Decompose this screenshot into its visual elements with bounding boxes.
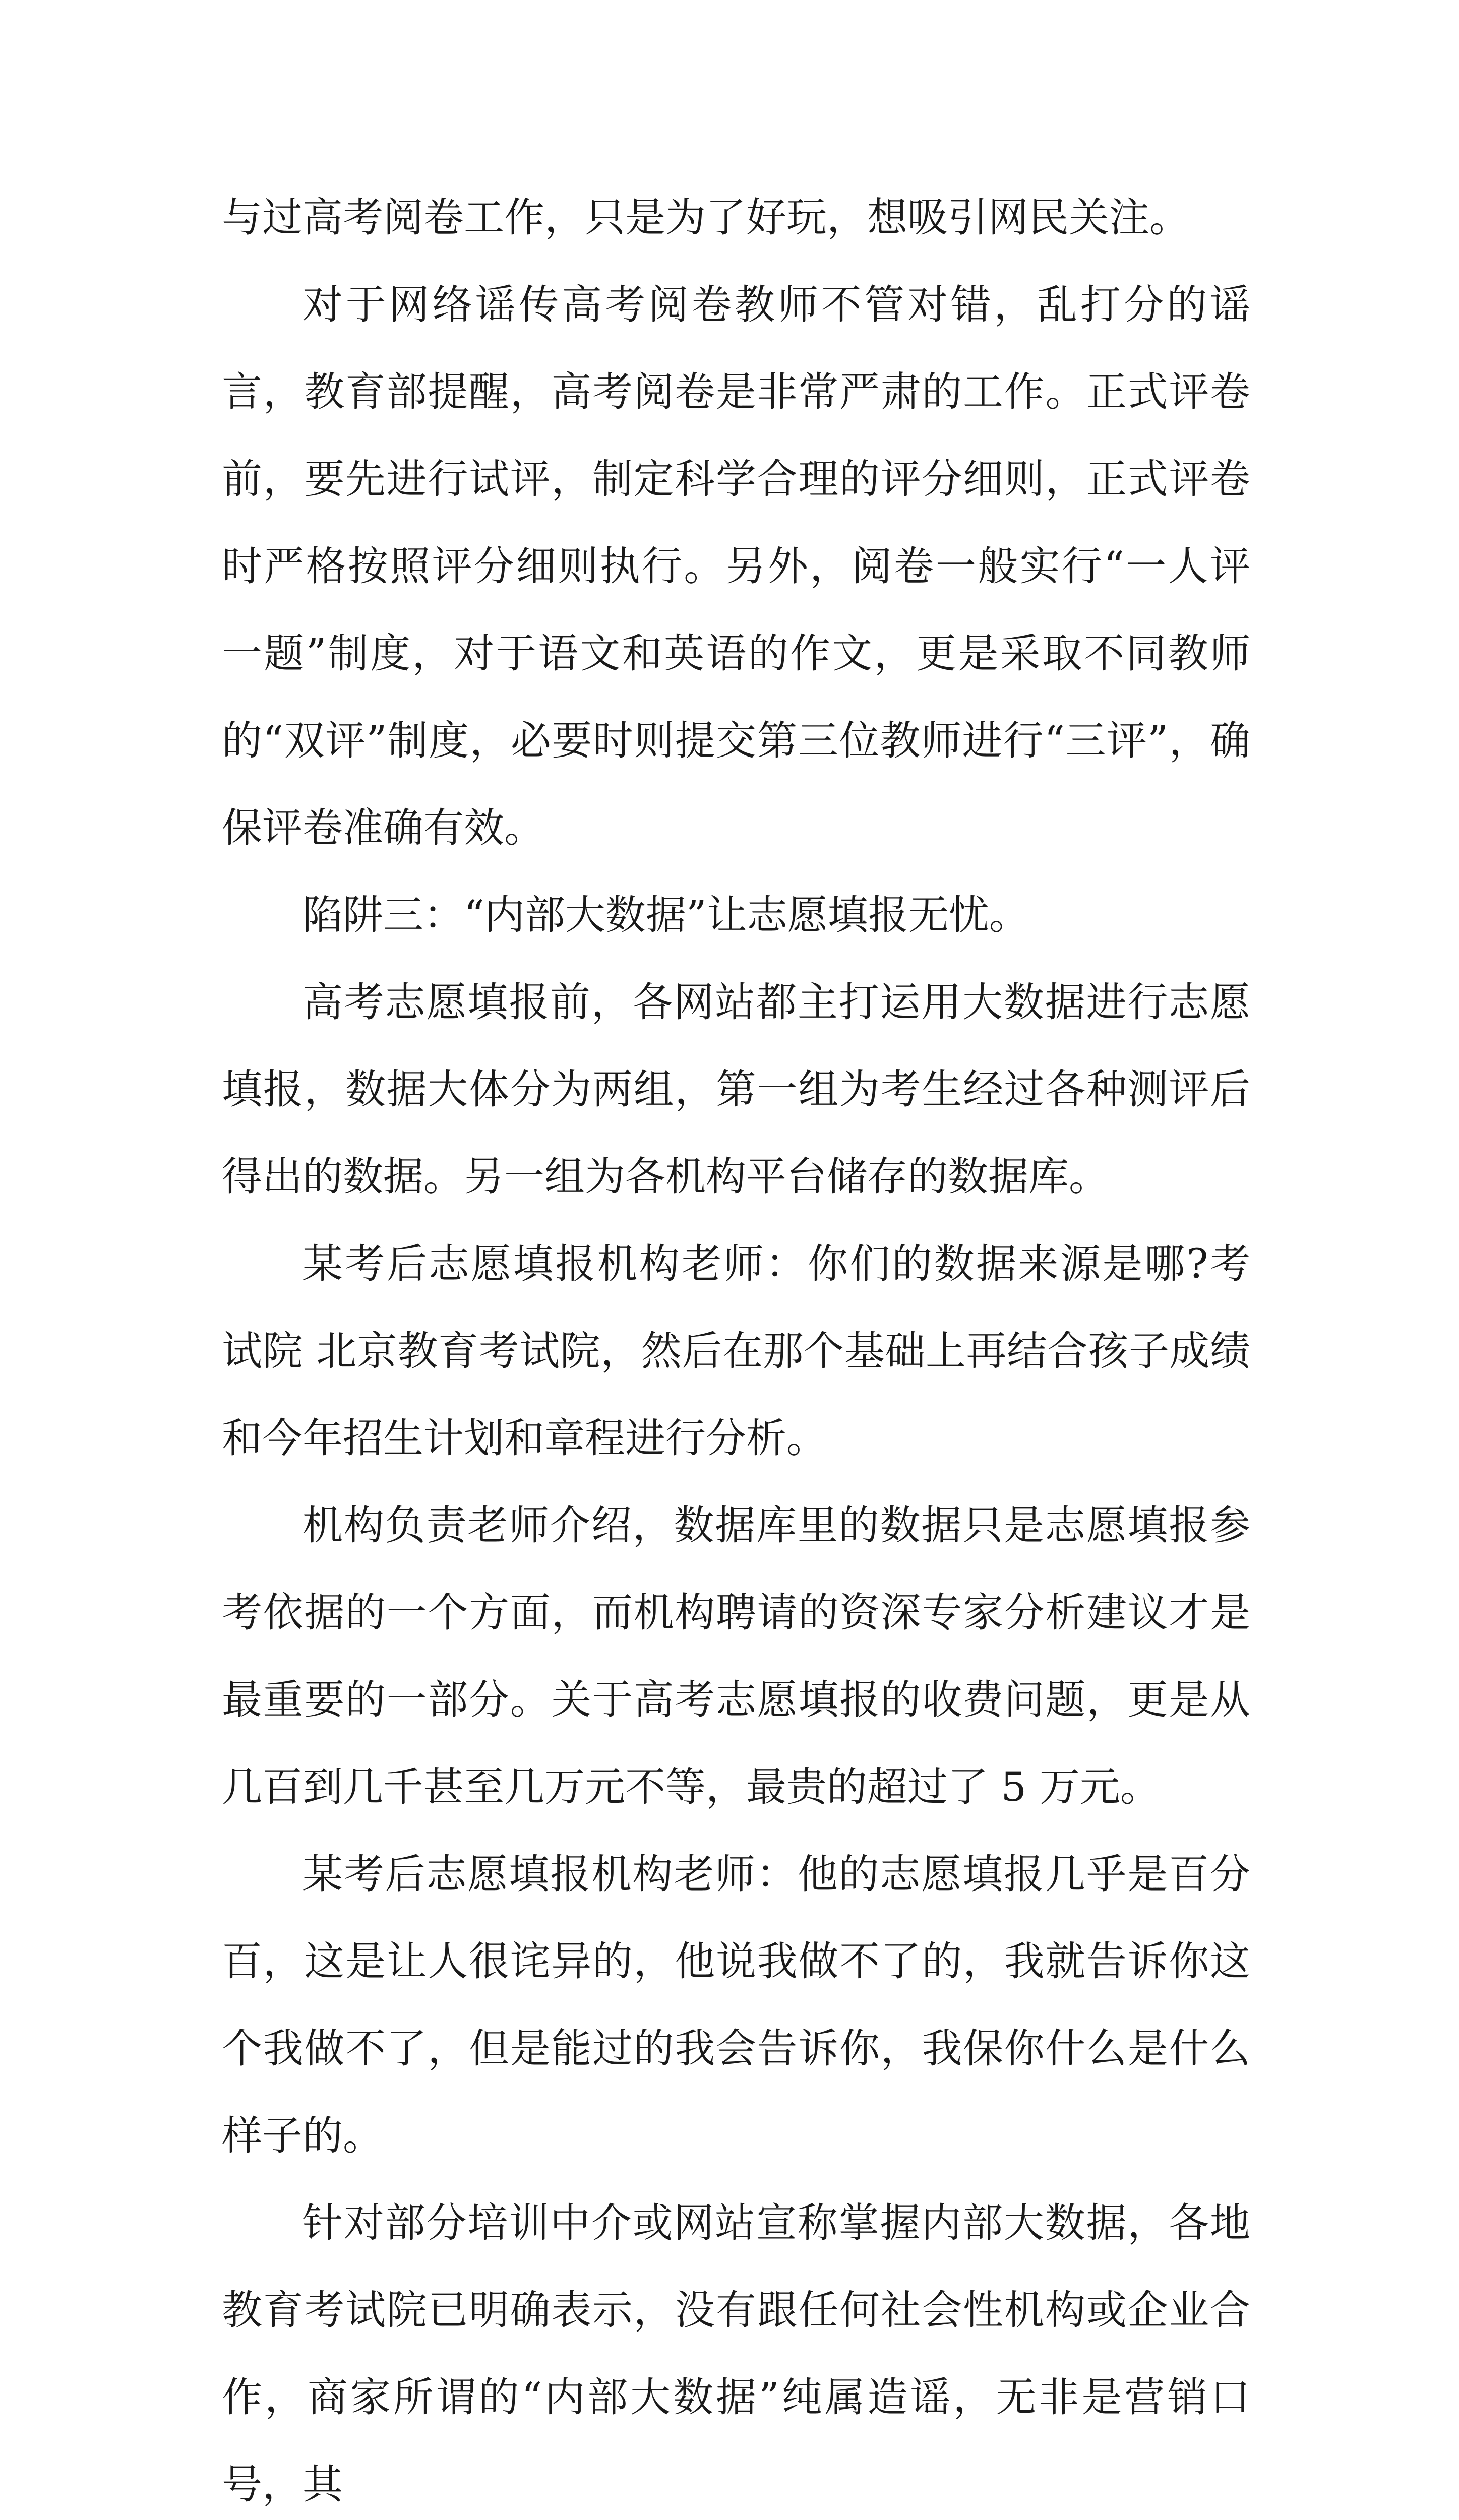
paragraph-7: 某考后志愿填报机构老师：他的志愿填报几乎是百分百，这是让人很诧异的，他说我做不了的，我就告诉你这个我做不了，但是能过的我会告诉你，我保你什么是什么样子的。	[222, 1851, 1250, 2159]
paragraph-1: 与过高考阅卷工作，只是为了好玩，想吸引网民关注。	[222, 194, 1190, 241]
paragraph-5: 某考后志愿填报机构老师：你们的数据来源是哪?考试院 北京教育考试院，然后在那个基础上再结合孩子成绩和今年招生计划和章程进行分析。	[222, 1240, 1250, 1462]
paragraph-8: 针对部分培训中介或网站宣称掌握内部大数据，各地教育考试院已明确表示，没有跟任何社会性机构或企业合作，商家所谓的“内部大数据”纯属造谣，无非是营销口号，其	[222, 2199, 1250, 2508]
body-text	[222, 174, 1250, 2520]
paragraph-2: 对于网络谣传高考阅卷教师不管对错，乱打分的谣言，教育部提醒，高考阅卷是非常严肃的工作。正式评卷前，要先进行试评，制定科学合理的评分细则，正式评卷时严格按照评分细则执行。另外，阅卷一般实行“一人评一题”制度，对于语文和英语的作文，更是采取不同教师的“双评”制度，必要时则提交第三位教师进行“三评”，确保评卷准确有效。	[222, 281, 1250, 851]
paragraph-3: 陷阱三：“内部大数据”让志愿填报无忧。	[302, 892, 1029, 938]
paragraph-4: 高考志愿填报前，各网站都主打运用大数据进行志愿填报，数据大体分为两组，第一组为考生经过各种测评后得出的数据。另一组为各机构平台储存的数据库。	[222, 979, 1250, 1200]
paragraph-6: 机构负责老师介绍，数据库里的数据只是志愿填报参考依据的一个方面，而机构聘请的资深专家分析建议才是最重要的一部分。关于高考志愿填报的收费问题，更是从几百到几千甚至几万元不等，最贵的超过了 5 万元。	[222, 1502, 1250, 1810]
